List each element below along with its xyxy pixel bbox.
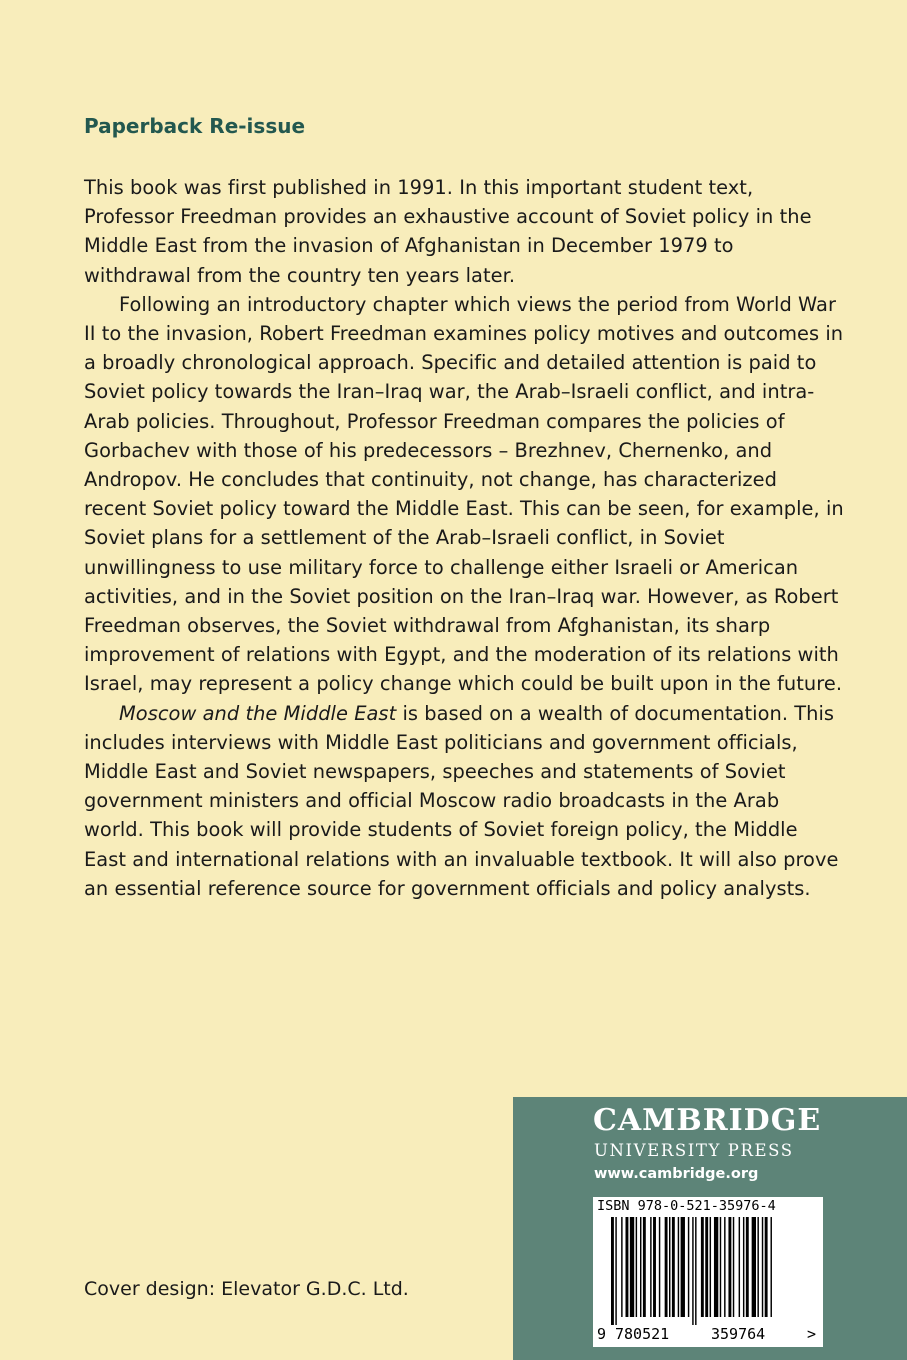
barcode-bar	[762, 1217, 763, 1317]
barcode-bar	[640, 1217, 641, 1317]
publisher-subtitle: UNIVERSITY PRESS	[594, 1141, 794, 1160]
barcode-icon	[593, 1217, 823, 1327]
barcode-bar	[757, 1217, 758, 1317]
barcode-group-1: 780521	[615, 1325, 670, 1343]
barcode-bar	[701, 1217, 704, 1317]
blurb-paragraph-1: This book was first published in 1991. In this important student text, Professor Freedman provides an exhaustive account of Soviet policy in the Middle East from the invasion of Afghanistan in December 1979 to withdrawal from the country ten years later.	[84, 176, 812, 287]
barcode-bar	[669, 1217, 670, 1317]
barcode-end-mark: >	[807, 1325, 817, 1343]
barcode-bar	[650, 1217, 651, 1317]
barcode-bar	[746, 1217, 749, 1317]
section-heading: Paperback Re-issue	[84, 114, 306, 138]
barcode-bar	[621, 1217, 622, 1317]
publisher-url: www.cambridge.org	[594, 1166, 759, 1182]
barcode-bar	[743, 1217, 744, 1317]
barcode-bar	[752, 1217, 756, 1317]
barcode-bar	[705, 1217, 708, 1317]
barcode-bar	[765, 1217, 768, 1317]
blurb-paragraph-3-rest: is based on a wealth of documentation. This includes interviews with Middle East politicians and government officials, Middle East and Soviet newspapers, speeches and statements of Soviet government ministers and official Moscow radio broadcasts in the Arab world. This book will provide students of Soviet foreign policy, the Middle East and international relations with an invaluable textbook. It will also prove an essential reference source for government officials and policy analysts.	[84, 701, 839, 900]
barcode-bar	[659, 1217, 660, 1317]
cover-design-credit: Cover design: Elevator G.D.C. Ltd.	[84, 1278, 409, 1300]
barcode-bar	[636, 1217, 637, 1317]
barcode-bar	[688, 1217, 689, 1317]
isbn-label: ISBN 978-0-521-35976-4	[597, 1198, 776, 1214]
barcode-bar	[672, 1217, 675, 1317]
barcode-bar	[728, 1217, 731, 1317]
book-title-italic: Moscow and the Middle East	[119, 701, 397, 725]
barcode-bar	[611, 1217, 614, 1325]
barcode-bar	[692, 1217, 693, 1325]
barcode-bar	[710, 1217, 711, 1317]
barcode-bar	[678, 1217, 679, 1317]
barcode-bar	[615, 1217, 616, 1325]
barcode-bar	[653, 1217, 656, 1317]
barcode-bar	[626, 1217, 629, 1317]
blurb-paragraph-3	[84, 699, 844, 903]
barcode-bar	[695, 1217, 696, 1325]
barcode-bar	[724, 1217, 725, 1317]
barcode-group-2: 359764	[711, 1325, 766, 1343]
barcode-bar	[739, 1217, 740, 1317]
barcode-bar	[681, 1217, 685, 1317]
barcode-bar	[714, 1217, 718, 1317]
barcode-bar	[771, 1217, 772, 1317]
barcode-lead-digit: 9	[597, 1325, 607, 1343]
publisher-name: CAMBRIDGE	[593, 1103, 822, 1138]
barcode-bar	[665, 1217, 668, 1317]
blurb-text	[84, 173, 844, 903]
publisher-panel	[513, 1097, 907, 1360]
blurb-paragraph-2: Following an introductory chapter which views the period from World War II to the invasion, Robert Freedman examines policy motives and outcomes in a broadly chronological approach. Specific and detailed attention is paid to Soviet policy towards the Iran–Iraq war, the Arab–Israeli conflict, and intra-Arab policies. Throughout, Professor Freedman compares the policies of Gorbachev with those of his predecessors – Brezhnev, Chernenko, and Andropov. He concludes that continuity, not change, has characterized recent Soviet policy toward the Middle East. This can be seen, for example, in Soviet plans for a settlement of the Arab–Israeli conflict, in Soviet unwillingness to use military force to challenge either Israeli or American activities, and in the Soviet position on the Iran–Iraq war. However, as Robert Freedman observes, the Soviet withdrawal from Afghanistan, its sharp improvement of relations with Egypt, and the moderation of its relations with Israel, may represent a policy change which could be built upon in the future.	[84, 292, 844, 696]
barcode-bar	[733, 1217, 734, 1317]
barcode-box	[593, 1197, 823, 1347]
barcode-bar	[630, 1217, 634, 1317]
barcode-bar	[643, 1217, 646, 1317]
barcode-bar	[720, 1217, 721, 1317]
